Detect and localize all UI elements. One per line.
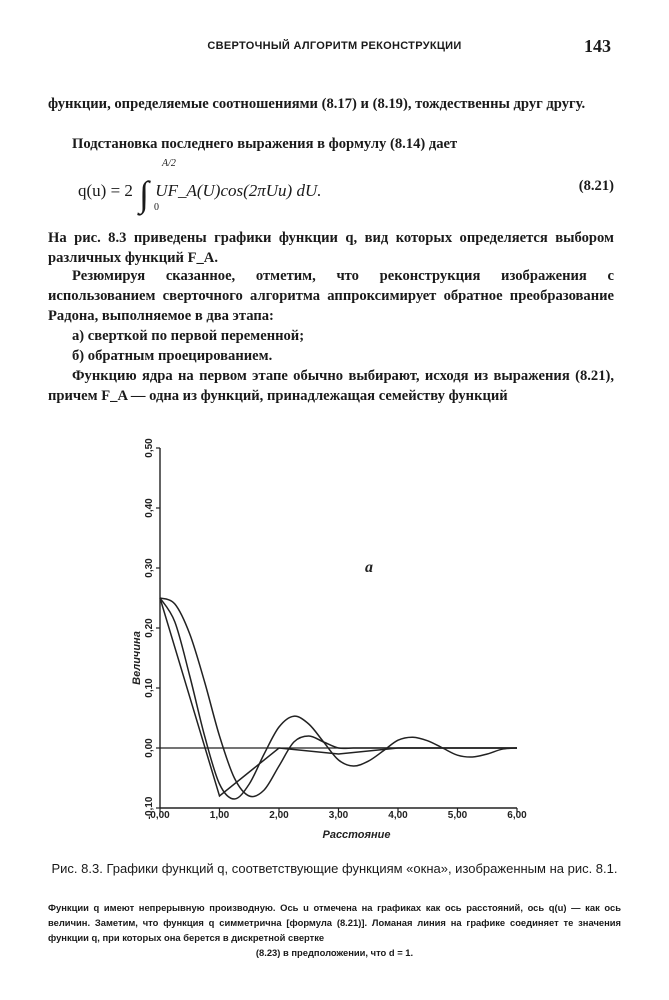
y-tick-label: -0,10 [144,796,155,820]
list-item-a: а) сверткой по первой переменной; [72,328,305,344]
x-axis-label: Расстояние [322,829,391,841]
paragraph-1: функции, определяемые соотношениями (8.17) и (8.19), тождественны друг другу. [48,96,586,112]
x-tick-label: 0,00 [150,810,170,821]
formula-integrand: UF_A(U)cos(2πUu) dU. [155,181,322,200]
series-line-2 [160,598,517,799]
figure-note-text: Функции q имеют непрерывную производную. Ось u отмечена на графиках как ось расстояний, ось q(u) — как ось величин. Заметим, что функция q симметрична [формула (8.21)]. Ломаная линия на графике соединяет те значения функции q, при которых она берется в дискретной свертке [48,902,621,943]
figure-caption: Рис. 8.3. Графики функций q, соответствующие функциям «окна», изображенным на рис. 8.1. [51,861,618,876]
formula-lhs: q(u) = 2 [78,181,133,200]
x-tick-label: 5,00 [447,810,468,821]
figure-note-end: (8.23) в предположении, что d = 1. [255,947,414,958]
integral-sign-icon: ∫ [139,174,150,214]
paragraph-5: Функцию ядра на первом этапе обычно выбирают, исходя из выражения (8.21), причем F_A — одна из функций, принадлежащая семейству функций [48,368,614,404]
formula-number: (8.21) [578,178,614,194]
y-tick-label: 0,20 [144,618,155,638]
paragraph-2: Подстановка последнего выражения в формулу (8.14) дает [72,136,458,152]
x-tick-label: 4,00 [388,810,408,821]
y-tick-label: 0,40 [144,498,155,518]
x-tick-label: 6,00 [507,810,527,821]
list-item-b: б) обратным проецированием. [72,348,273,364]
paragraph-3: На рис. 8.3 приведены графики функции q, вид которых определяется выбором различных функций F_A. [48,230,614,266]
formula-upper-limit: A/2 [162,158,176,169]
chart-series [160,598,517,799]
paragraph-4: Резюмируя сказанное, отметим, что реконструкция изображения с использованием сверточного алгоритма аппроксимирует обратное преобразование Радона, выполняемое в два этапа: [48,268,614,324]
y-tick-label: 0,00 [144,738,155,758]
x-tick-label: 2,00 [269,810,289,821]
y-tick-label: 0,10 [144,678,155,698]
figure-note [48,900,621,960]
running-title: СВЕРТОЧНЫЙ АЛГОРИТМ РЕКОНСТРУКЦИИ [207,40,462,52]
formula-lower-limit: 0 [154,202,159,213]
panel-label: а [365,559,373,576]
x-tick-label: 1,00 [209,810,230,821]
y-tick-label: 0,50 [144,438,155,458]
y-axis-label: Величина [131,631,143,685]
page-number: 143 [584,36,611,56]
y-tick-label: 0,30 [144,558,155,578]
chart-labels [131,438,527,841]
x-tick-label: 3,00 [328,810,349,821]
